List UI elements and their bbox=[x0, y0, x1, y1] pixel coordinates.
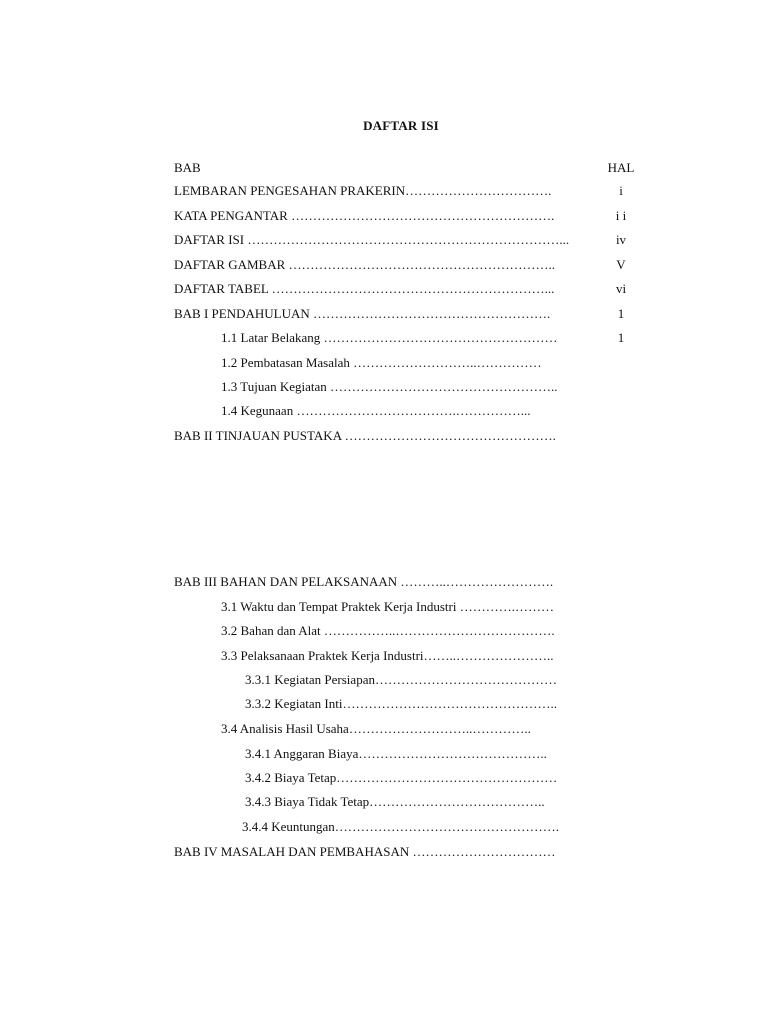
toc-entry-bab-1: BAB I PENDAHULUAN ………………………………………………. bbox=[174, 306, 551, 321]
toc-entry-3-2: 3.2 Bahan dan Alat ……………..………………………………. bbox=[221, 623, 555, 638]
page-title: DAFTAR ISI bbox=[363, 118, 439, 133]
toc-entry-bab-4: BAB IV MASALAH DAN PEMBAHASAN …………………………… bbox=[174, 844, 556, 859]
toc-entry-3-1: 3.1 Waktu dan Tempat Praktek Kerja Industri ………….……… bbox=[221, 599, 554, 614]
toc-page-number: 1 bbox=[617, 306, 625, 321]
toc-entry-3-3: 3.3 Pelaksanaan Praktek Kerja Industri……..………………….. bbox=[221, 648, 554, 663]
toc-entry-daftar-gambar: DAFTAR GAMBAR …………………………………………………….. bbox=[174, 257, 556, 272]
toc-entry-1-1: 1.1 Latar Belakang ……………………………………………… bbox=[221, 330, 558, 345]
toc-entry-3-4-3: 3.4.3 Biaya Tidak Tetap………………………………….. bbox=[245, 794, 545, 809]
toc-entry-1-3: 1.3 Tujuan Kegiatan …………………………………………….. bbox=[221, 379, 558, 394]
toc-page-number: vi bbox=[615, 281, 627, 296]
toc-entry-3-4-1: 3.4.1 Anggaran Biaya…………………………………….. bbox=[245, 746, 547, 761]
toc-entry-lembaran-pengesahan: LEMBARAN PENGESAHAN PRAKERIN……………………………. bbox=[174, 183, 552, 198]
toc-page-number: iv bbox=[615, 232, 627, 247]
toc-entry-bab-2: BAB II TINJAUAN PUSTAKA …………………………………………. bbox=[174, 428, 556, 443]
toc-entry-1-2: 1.2 Pembatasan Masalah ………………………..…………… bbox=[221, 355, 542, 370]
toc-page-number: 1 bbox=[617, 330, 625, 345]
toc-entry-3-4-2: 3.4.2 Biaya Tetap…………………………………………… bbox=[245, 770, 558, 785]
toc-entry-3-3-2: 3.3.2 Kegiatan Inti………………………………………….. bbox=[245, 696, 557, 711]
column-header-bab: BAB bbox=[174, 160, 201, 175]
toc-entry-3-4: 3.4 Analisis Hasil Usaha………………………..………….. bbox=[221, 721, 531, 736]
toc-page-number: V bbox=[616, 257, 626, 272]
toc-entry-kata-pengantar: KATA PENGANTAR ……………………………………………………. bbox=[174, 208, 555, 223]
toc-entry-1-4: 1.4 Kegunaan ……………………………….……………... bbox=[221, 403, 531, 418]
toc-entry-bab-3: BAB III BAHAN DAN PELAKSANAAN ………..……………………. bbox=[174, 574, 554, 589]
toc-page-number: i i bbox=[615, 208, 627, 223]
toc-entry-daftar-isi: DAFTAR ISI ………………………………………………………………... bbox=[174, 232, 570, 247]
toc-page-number: i bbox=[619, 183, 623, 198]
toc-entry-daftar-tabel: DAFTAR TABEL ………………………………………………………... bbox=[174, 281, 555, 296]
toc-entry-3-4-4: 3.4.4 Keuntungan……………………………………………. bbox=[242, 819, 560, 834]
column-header-hal: HAL bbox=[607, 160, 635, 175]
toc-entry-3-3-1: 3.3.1 Kegiatan Persiapan…………………………………… bbox=[245, 672, 557, 687]
